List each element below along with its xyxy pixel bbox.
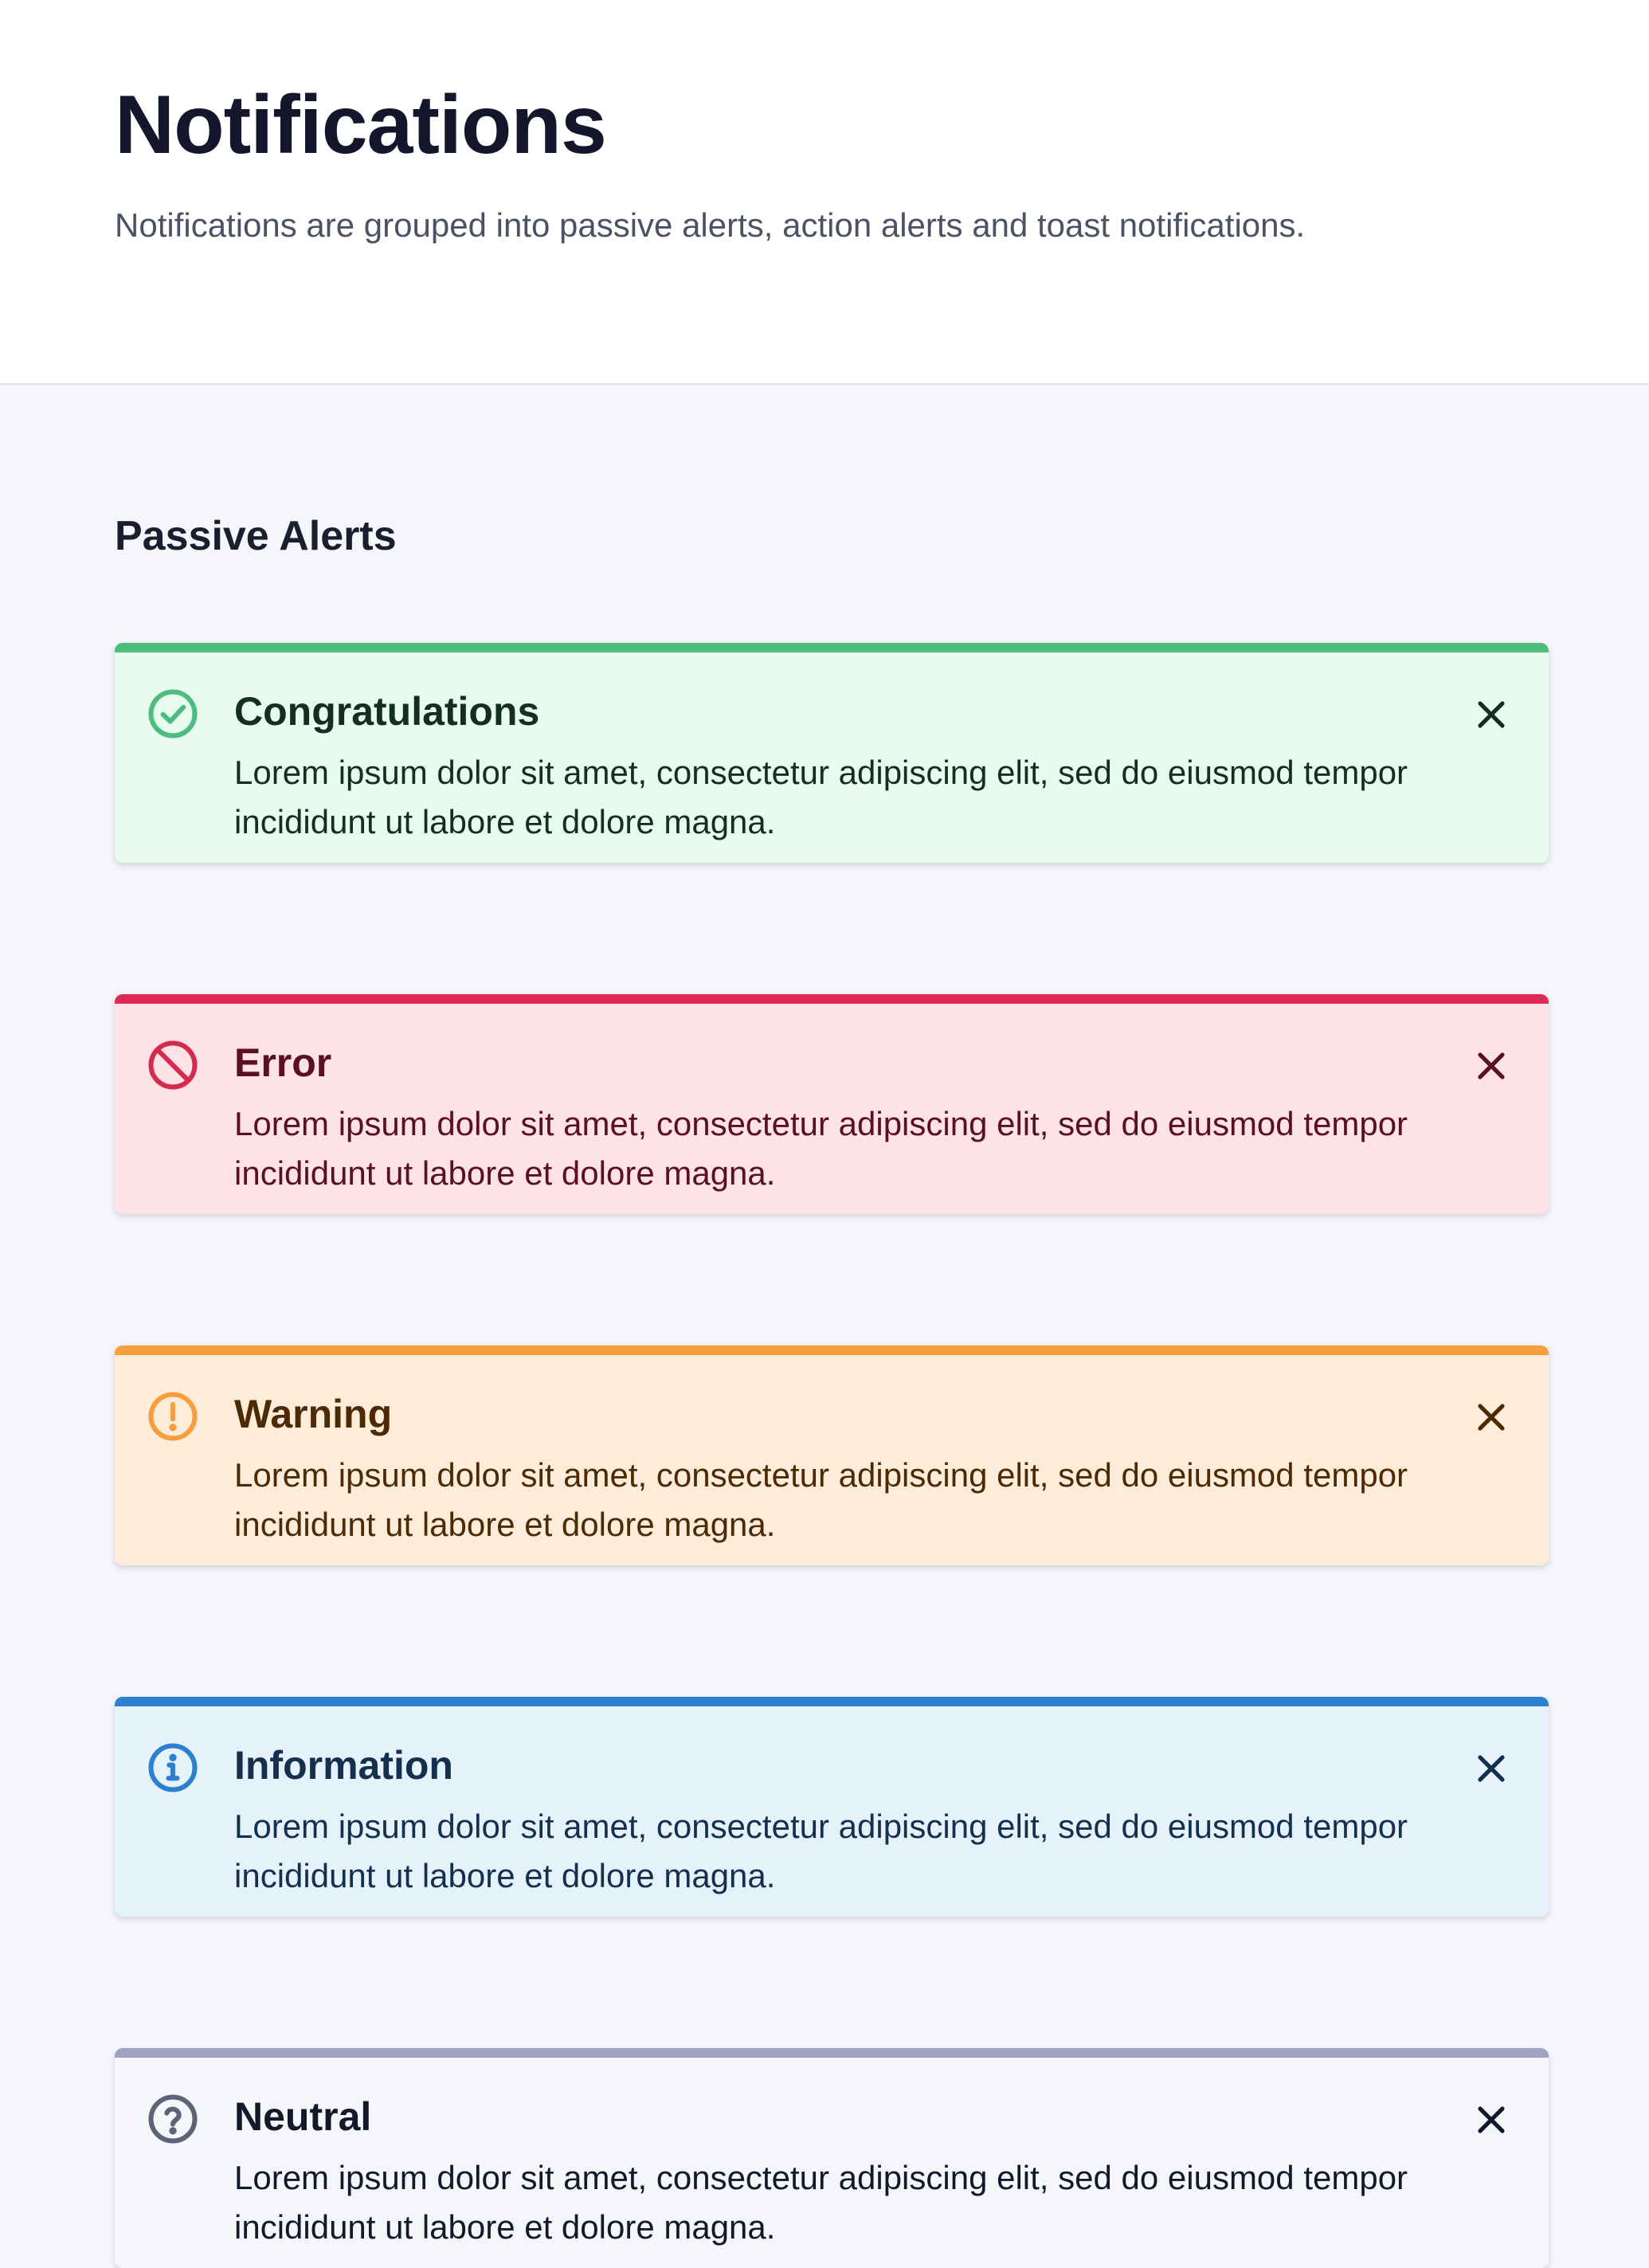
section-title-passive-alerts: Passive Alerts bbox=[115, 513, 397, 559]
alert-message: Lorem ipsum dolor sit amet, consectetur adipiscing elit, sed do eiusmod tempor incididunt ut labore et dolore magna. bbox=[234, 1808, 1408, 1894]
alert-warning bbox=[115, 1346, 1549, 1565]
alert-message: Lorem ipsum dolor sit amet, consectetur adipiscing elit, sed do eiusmod tempor incididunt ut labore et dolore magna. bbox=[234, 2159, 1408, 2246]
question-circle-icon bbox=[147, 2093, 199, 2145]
close-icon[interactable] bbox=[1469, 2098, 1514, 2142]
page-header bbox=[0, 0, 1649, 385]
page-title: Notifications bbox=[115, 79, 606, 171]
alert-message: Lorem ipsum dolor sit amet, consectetur adipiscing elit, sed do eiusmod tempor incididunt ut labore et dolore magna. bbox=[234, 754, 1408, 840]
close-icon[interactable] bbox=[1469, 1746, 1514, 1791]
alert-title: Neutral bbox=[234, 2094, 372, 2139]
alert-message: Lorem ipsum dolor sit amet, consectetur adipiscing elit, sed do eiusmod tempor incididunt ut labore et dolore magna. bbox=[234, 1456, 1408, 1543]
alert-neutral bbox=[115, 2048, 1549, 2268]
info-circle-icon bbox=[147, 1741, 199, 1794]
alert-title: Congratulations bbox=[234, 689, 540, 734]
alert-error bbox=[115, 994, 1549, 1214]
exclamation-circle-icon bbox=[147, 1390, 199, 1443]
alert-message: Lorem ipsum dolor sit amet, consectetur adipiscing elit, sed do eiusmod tempor incididunt ut labore et dolore magna. bbox=[234, 1105, 1408, 1192]
page-subtitle: Notifications are grouped into passive alerts, action alerts and toast notifications. bbox=[115, 206, 1306, 244]
alert-information bbox=[115, 1697, 1549, 1917]
prohibited-icon bbox=[147, 1039, 199, 1091]
alert-title: Warning bbox=[234, 1392, 393, 1436]
alert-title: Error bbox=[234, 1040, 332, 1085]
alert-success bbox=[115, 643, 1549, 863]
close-icon[interactable] bbox=[1469, 692, 1514, 737]
close-icon[interactable] bbox=[1469, 1395, 1514, 1440]
check-circle-icon bbox=[147, 687, 199, 740]
alert-title: Information bbox=[234, 1743, 453, 1788]
close-icon[interactable] bbox=[1469, 1044, 1514, 1088]
